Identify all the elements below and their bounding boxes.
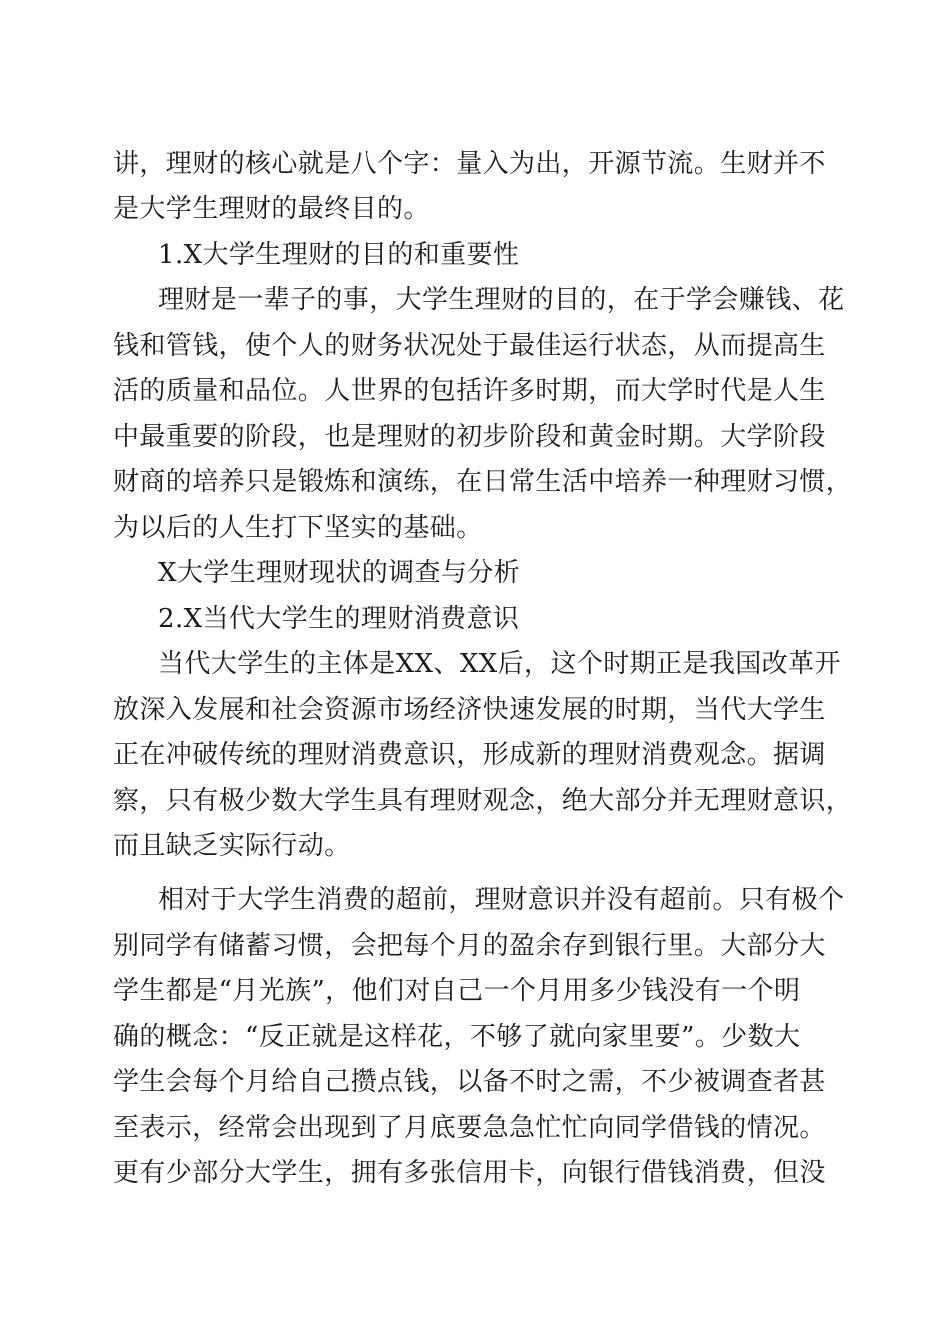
text-line: 别同学有储蓄习惯，会把每个月的盈余存到银行里。大部分大 <box>113 931 826 961</box>
text-line: 中最重要的阶段，也是理财的初步阶段和黄金时期。大学阶段 <box>113 422 826 452</box>
text-line: 财商的培养只是锻炼和演练，在日常生活中培养一种理财习惯， <box>113 467 853 497</box>
text-line: 是大学生理财的最终目的。 <box>113 194 430 224</box>
text-line: 察，只有极少数大学生具有理财观念，绝大部分并无理财意识， <box>113 786 853 816</box>
section-heading: 1.X大学生理财的目的和重要性 <box>158 240 520 270</box>
text-line: 至表示，经常会出现到了月底要急急忙忙向同学借钱的情况。 <box>113 1113 826 1143</box>
text-line: 正在冲破传统的理财消费意识，形成新的理财消费观念。据调 <box>113 740 826 770</box>
text-line: 为以后的人生打下坚实的基础。 <box>113 513 483 543</box>
text-line: 而且缺乏实际行动。 <box>113 831 351 861</box>
text-line: 理财是一辈子的事，大学生理财的目的，在于学会赚钱、花 <box>158 285 845 315</box>
section-heading: 2.X当代大学生的理财消费意识 <box>158 604 520 634</box>
text-line: 更有少部分大学生，拥有多张信用卡，向银行借钱消费，但没 <box>113 1158 826 1188</box>
text-line: 确的概念：“反正就是这样花，不够了就向家里要”。少数大 <box>113 1022 801 1052</box>
text-line: 相对于大学生消费的超前，理财意识并没有超前。只有极个 <box>158 885 845 915</box>
text-line: 当代大学生的主体是XX、XX后，这个时期正是我国改革开 <box>158 649 841 679</box>
text-line: 活的质量和品位。人世界的包括许多时期，而大学时代是人生 <box>113 376 826 406</box>
text-line: 放深入发展和社会资源市场经济快速发展的时期，当代大学生 <box>113 695 826 725</box>
text-line: 讲，理财的核心就是八个字：量入为出，开源节流。生财并不 <box>113 149 826 179</box>
text-line: 学生都是“月光族”，他们对自己一个月用多少钱没有一个明 <box>113 976 801 1006</box>
section-heading: X大学生理财现状的调查与分析 <box>158 558 521 588</box>
text-line: 钱和管钱，使个人的财务状况处于最佳运行状态，从而提高生 <box>113 331 826 361</box>
text-line: 学生会每个月给自己攒点钱，以备不时之需，不少被调查者甚 <box>113 1067 826 1097</box>
